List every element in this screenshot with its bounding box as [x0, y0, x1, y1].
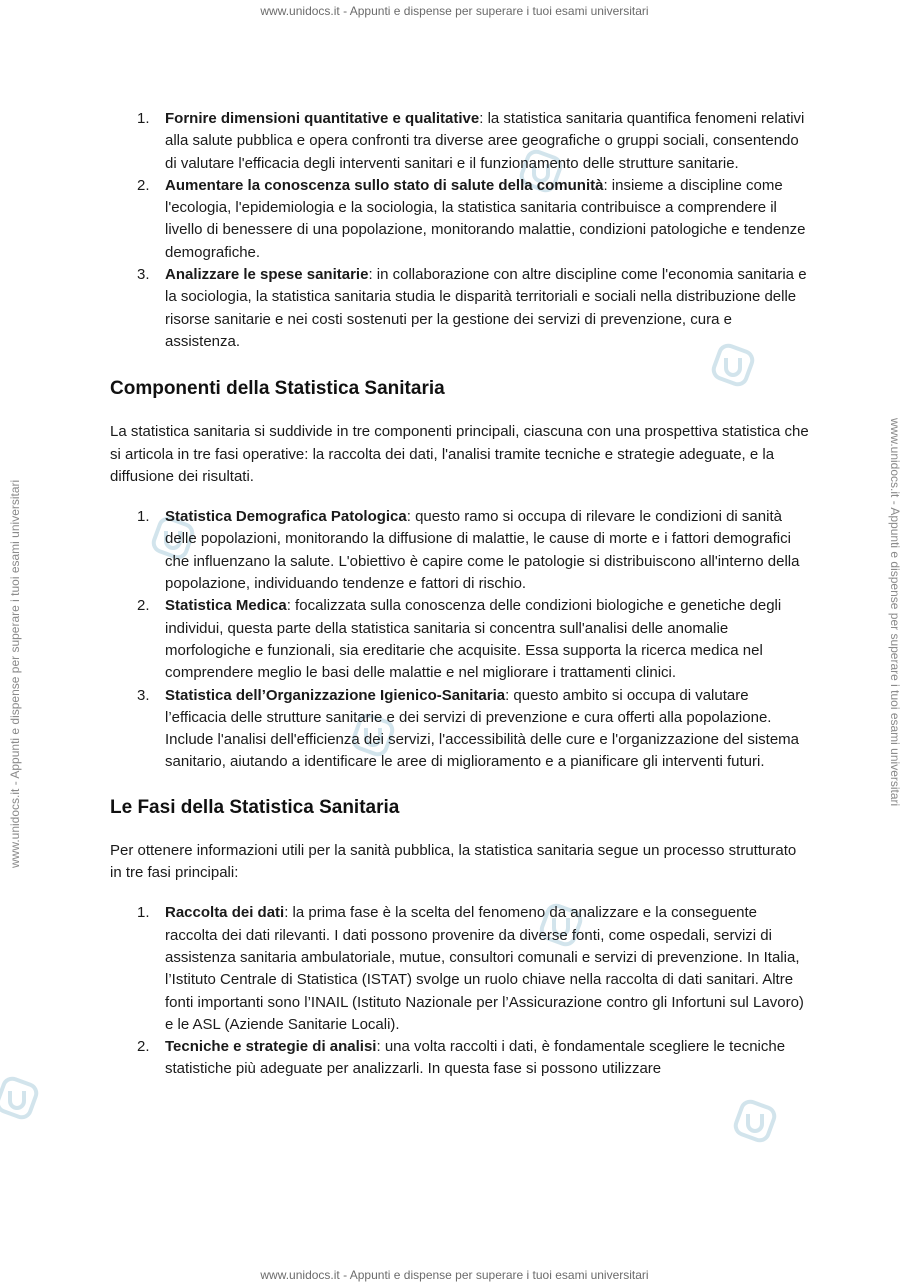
item-text: : in collaborazione con altre discipline come l'economia sanitaria e la sociologia, la statistica sanitaria studia le disparità territoriali e sociali nella distribuzione delle risorse sanitarie e nei costi sostenuti per la gestione dei servizi di prevenzione, cura e assistenza. — [165, 266, 807, 350]
section-heading-fasi: Le Fasi della Statistica Sanitaria — [110, 796, 400, 818]
list-item: 1. Fornire dimensioni quantitative e qualitative: la statistica sanitaria quantifica fenomeni relativi alla salute pubblica e opera confronti tra diverse aree geografiche o gruppi sociali, consentendo di valutare l'efficacia degli interventi sanitari e il funzionamento delle strutture sanitarie. — [137, 110, 805, 172]
list-item: 1. Raccolta dei dati: la prima fase è la scelta del fenomeno da analizzare e la conseguente raccolta dei dati rilevanti. I dati possono provenire da diverse fonti, come ospedali, servizi di assistenza sanitaria ambulatoriale, mutue, consultori comunali e servizi di prevenzione. In Italia, l’Istituto Centrale di Statistica (ISTAT) svolge un ruolo chiave nella raccolta di dati sanitari. Altre fonti importanti sono l’INAIL (Istituto Nazionale per l’Assicurazione contro gli Infortuni sul Lavoro) e le ASL (Aziende Sanitarie Locali). — [137, 904, 804, 1033]
unidocs-logo-icon — [732, 1098, 778, 1144]
watermark-bottom: www.unidocs.it - Appunti e dispense per superare i tuoi esami universitari — [260, 1268, 649, 1282]
item-title: Statistica Demografica Patologica — [165, 508, 407, 526]
item-title: Statistica dell’Organizzazione Igienico-Sanitaria — [165, 686, 506, 704]
list-item: 2. Aumentare la conoscenza sullo stato di salute della comunità: insieme a discipline come l'ecologia, l'epidemiologia e la sociologia, la statistica sanitaria contribuisce a comprendere il livello di benessere di una popolazione, monitorando malattie, condizioni patologiche e tendenze demografiche. — [137, 176, 806, 261]
item-text: : insieme a discipline come l'ecologia, l'epidemiologia e la sociologia, la statistica sanitaria contribuisce a comprendere il livello di benessere di una popolazione, monitorando malattie, condizioni patologiche e tendenze demografiche. — [165, 176, 806, 261]
list-item: 2. Statistica Medica: focalizzata sulla conoscenza delle condizioni biologiche e genetiche degli individui, questa parte della statistica sanitaria si concentra sull'analisi delle anomalie morfologiche e funzionali, sia ereditarie che acquisite. Essa supporta la ricerca medica nel comprendere meglio le basi delle malattie e nel migliorare i trattamenti clinici. — [137, 597, 782, 682]
item-text: : una volta raccolti i dati, è fondamentale scegliere le tecniche statistiche più adeguate per analizzarli. In questa fase si possono utilizzare — [165, 1038, 786, 1078]
watermark-top: www.unidocs.it - Appunti e dispense per superare i tuoi esami universitari — [260, 4, 649, 18]
section-intro: La statistica sanitaria si suddivide in tre componenti principali, ciascuna con una prospettiva statistica che si articola in tre fasi operative: la raccolta dei dati, l'analisi tramite tecniche e strategie adeguate, e la diffusione dei risultati. — [110, 423, 809, 485]
section-intro: Per ottenere informazioni utili per la sanità pubblica, la statistica sanitaria segue un processo strutturato in tre fasi principali: — [110, 841, 797, 882]
objectives-list — [110, 108, 810, 353]
unidocs-logo-icon — [0, 1075, 40, 1121]
list-item: 2. Tecniche e strategie di analisi: una volta raccolti i dati, è fondamentale scegliere le tecniche statistiche più adeguate per analizzarli. In questa fase si possono utilizzare — [137, 1038, 786, 1078]
phases-list — [110, 902, 810, 1080]
item-title: Statistica Medica — [165, 597, 287, 615]
components-list — [110, 506, 810, 774]
item-text: : focalizzata sulla conoscenza delle condizioni biologiche e genetiche degli individui, questa parte della statistica sanitaria si concentra sull'analisi delle anomalie morfologiche e funzionali, sia ereditarie che acquisite. Essa supporta la ricerca medica nel comprendere meglio le basi delle malattie e nel migliorare i trattamenti clinici. — [165, 597, 782, 682]
item-title: Analizzare le spese sanitarie — [165, 266, 369, 284]
document-body — [110, 108, 810, 1081]
list-item: 3. Analizzare le spese sanitarie: in collaborazione con altre discipline come l'economia sanitaria e la sociologia, la statistica sanitaria studia le disparità territoriali e sociali nella distribuzione delle risorse sanitarie e nei costi sostenuti per la gestione dei servizi di prevenzione, cura e assistenza. — [137, 266, 807, 350]
list-item: 1. Statistica Demografica Patologica: questo ramo si occupa di rilevare le condizioni di sanità delle popolazioni, monitorando la diffusione di malattie, le cause di morte e i fattori demografici che influenzano la salute. L'obiettivo è capire come le patologie si distribuiscono all'interno della popolazione, individuando tendenze e fattori di rischio. — [137, 508, 800, 593]
item-text: : questo ramo si occupa di rilevare le condizioni di sanità delle popolazioni, monitorando la diffusione di malattie, le cause di morte e i fattori demografici che influenzano la salute. L'obiettivo è capire come le patologie si distribuiscono all'interno della popolazione, individuando tendenze e fattori di rischio. — [165, 508, 800, 593]
item-title: Tecniche e strategie di analisi — [165, 1038, 377, 1056]
item-text: : questo ambito si occupa di valutare l’efficacia delle strutture sanitarie e dei servizi di prevenzione e cura offerti alla popolazione. Include l'analisi dell'efficienza dei servizi, l'accessibilità delle cure e l'organizzazione del sistema sanitario, aiutando a identificare le aree di miglioramento e a pianificare gli interventi futuri. — [165, 686, 799, 771]
item-text: : la statistica sanitaria quantifica fenomeni relativi alla salute pubblica e opera confronti tra diverse aree geografiche o gruppi sociali, consentendo di valutare l'efficacia degli interventi sanitari e il funzionamento delle strutture sanitarie. — [165, 110, 805, 172]
item-title: Aumentare la conoscenza sullo stato di salute della comunità — [165, 176, 604, 194]
item-title: Raccolta dei dati — [165, 904, 285, 922]
watermark-left: www.unidocs.it - Appunti e dispense per superare i tuoi esami universitari — [8, 479, 22, 868]
watermark-right: www.unidocs.it - Appunti e dispense per superare i tuoi esami universitari — [888, 418, 902, 807]
list-item: 3. Statistica dell’Organizzazione Igienico-Sanitaria: questo ambito si occupa di valutare l’efficacia delle strutture sanitarie e dei servizi di prevenzione e cura offerti alla popolazione. Include l'analisi dell'efficienza dei servizi, l'accessibilità delle cure e l'organizzazione del sistema sanitario, aiutando a identificare le aree di miglioramento e a pianificare gli interventi futuri. — [137, 686, 799, 771]
section-heading-componenti: Componenti della Statistica Sanitaria — [110, 378, 445, 400]
item-title: Fornire dimensioni quantitative e qualitative — [165, 110, 480, 127]
item-text: : la prima fase è la scelta del fenomeno da analizzare e la conseguente raccolta dei dati rilevanti. I dati possono provenire da diverse fonti, come ospedali, servizi di assistenza sanitaria ambulatoriale, mutue, consultori comunali e servizi di prevenzione. In Italia, l’Istituto Centrale di Statistica (ISTAT) svolge un ruolo chiave nella raccolta di dati sanitari. Altre fonti importanti sono l’INAIL (Istituto Nazionale per l’Assicurazione contro gli Infortuni sul Lavoro) e le ASL (Aziende Sanitarie Locali). — [165, 904, 804, 1033]
